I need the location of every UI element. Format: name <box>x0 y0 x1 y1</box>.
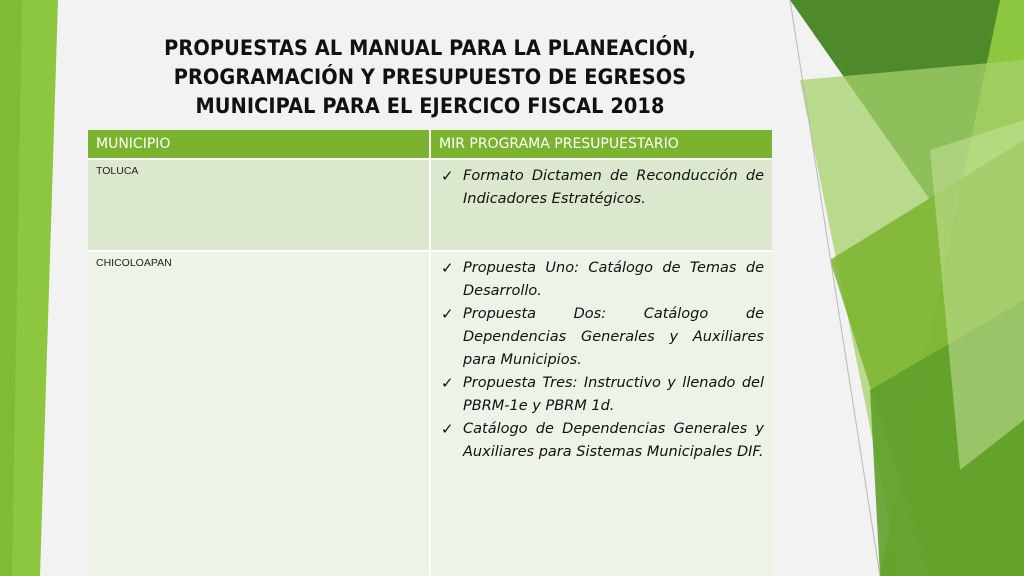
list-item-text: Catálogo de Dependencias Generales y Auxiliares para Sistemas Municipales DIF. <box>463 421 764 460</box>
items-cell <box>430 159 772 251</box>
check-icon: ✓ <box>441 305 454 323</box>
title-line: PROPUESTAS AL MANUAL PARA LA PLANEACIÓN, <box>164 36 696 60</box>
header-municipio: MUNICIPIO <box>88 130 430 159</box>
table-row <box>88 251 772 575</box>
check-list <box>431 160 772 219</box>
municipio-cell <box>88 159 430 251</box>
check-icon: ✓ <box>441 420 454 438</box>
municipio-name: TOLUCA <box>96 165 139 177</box>
slide-title <box>117 34 743 121</box>
municipio-name: CHICOLOAPAN <box>96 257 172 269</box>
list-item <box>439 372 764 418</box>
title-line: MUNICIPAL PARA EL EJERCICO FISCAL 2018 <box>195 94 665 118</box>
proposals-table <box>88 130 772 575</box>
list-item <box>439 418 764 464</box>
municipio-cell <box>88 251 430 575</box>
list-item-text: Formato Dictamen de Reconducción de Indicadores Estratégicos. <box>463 168 764 207</box>
list-item <box>439 165 764 211</box>
items-cell <box>430 251 772 575</box>
header-mir-programa: MIR PROGRAMA PRESUPUESTARIO <box>430 130 772 159</box>
list-item <box>439 303 764 372</box>
table-header-row <box>88 130 772 159</box>
check-icon: ✓ <box>441 167 454 185</box>
check-list <box>431 252 772 472</box>
list-item <box>439 257 764 303</box>
check-icon: ✓ <box>441 374 454 392</box>
title-line: PROGRAMACIÓN Y PRESUPUESTO DE EGRESOS <box>173 65 687 89</box>
list-item-text: Propuesta Uno: Catálogo de Temas de Desarrollo. <box>463 260 764 299</box>
list-item-text: Propuesta Tres: Instructivo y llenado del PBRM-1e y PBRM 1d. <box>463 375 764 414</box>
list-item-text: Propuesta Dos: Catálogo de Dependencias Generales y Auxiliares para Municipios. <box>463 306 764 368</box>
check-icon: ✓ <box>441 259 454 277</box>
table-row <box>88 159 772 251</box>
